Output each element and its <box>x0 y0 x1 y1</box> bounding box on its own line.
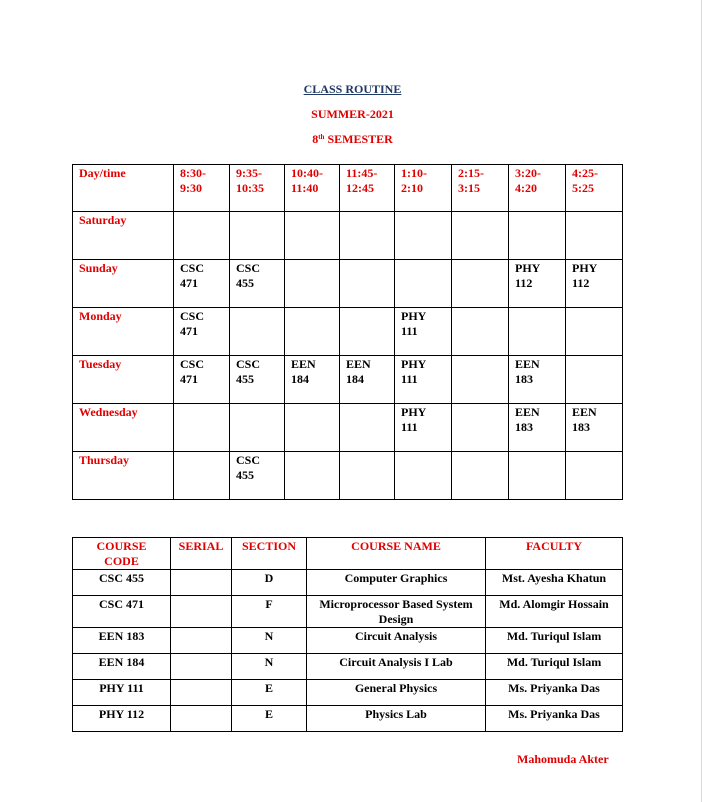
routine-cell <box>566 452 623 500</box>
time-slot-header: 4:25- 5:25 <box>566 165 623 212</box>
course-code: EEN 184 <box>73 654 171 680</box>
routine-cell <box>452 212 509 260</box>
day-label: Thursday <box>73 452 174 500</box>
course-faculty: Md. Alomgir Hossain <box>486 596 623 628</box>
routine-cell <box>340 452 395 500</box>
routine-cell: PHY 111 <box>395 356 452 404</box>
routine-cell <box>566 308 623 356</box>
course-faculty: Mst. Ayesha Khatun <box>486 570 623 596</box>
routine-cell <box>452 308 509 356</box>
routine-cell <box>395 260 452 308</box>
routine-cell: EEN 183 <box>509 356 566 404</box>
course-code: CSC 455 <box>73 570 171 596</box>
routine-cell <box>452 452 509 500</box>
routine-cell <box>340 212 395 260</box>
course-section: F <box>232 596 307 628</box>
routine-cell: EEN 184 <box>285 356 340 404</box>
time-slot-header: 8:30- 9:30 <box>174 165 230 212</box>
routine-cell <box>566 356 623 404</box>
course-serial <box>171 706 232 732</box>
course-faculty: Ms. Priyanka Das <box>486 680 623 706</box>
routine-cell: CSC 455 <box>230 356 285 404</box>
course-faculty: Md. Turiqul Islam <box>486 654 623 680</box>
course-column-header: SERIAL <box>171 538 232 570</box>
semester-number: 8 <box>312 132 319 146</box>
routine-cell <box>566 212 623 260</box>
course-serial <box>171 628 232 654</box>
course-name: Circuit Analysis I Lab <box>307 654 486 680</box>
routine-cell <box>174 452 230 500</box>
routine-cell <box>230 404 285 452</box>
time-slot-header: 1:10- 2:10 <box>395 165 452 212</box>
course-section: D <box>232 570 307 596</box>
routine-cell <box>285 308 340 356</box>
signature: Mahomuda Akter <box>517 752 609 766</box>
routine-table <box>72 164 623 500</box>
course-code: PHY 112 <box>73 706 171 732</box>
page-title: CLASS ROUTINE <box>303 82 402 96</box>
routine-row-saturday <box>73 212 623 260</box>
routine-cell <box>340 260 395 308</box>
time-slot-header: 9:35- 10:35 <box>230 165 285 212</box>
routine-cell <box>340 308 395 356</box>
course-code: CSC 471 <box>73 596 171 628</box>
semester-text: SEMESTER <box>327 132 393 146</box>
routine-cell <box>285 212 340 260</box>
routine-header-row <box>73 165 623 212</box>
day-label: Sunday <box>73 260 174 308</box>
course-code: PHY 111 <box>73 680 171 706</box>
course-code: EEN 183 <box>73 628 171 654</box>
routine-cell: PHY 111 <box>395 308 452 356</box>
course-row <box>73 596 623 628</box>
routine-cell <box>285 404 340 452</box>
day-time-header: Day/time <box>73 165 174 212</box>
course-serial <box>171 596 232 628</box>
routine-cell: PHY 112 <box>566 260 623 308</box>
routine-cell: CSC 455 <box>230 452 285 500</box>
routine-cell <box>509 212 566 260</box>
time-slot-header: 11:45- 12:45 <box>340 165 395 212</box>
course-section: N <box>232 628 307 654</box>
routine-cell: CSC 455 <box>230 260 285 308</box>
time-slot-header: 3:20- 4:20 <box>509 165 566 212</box>
routine-cell: CSC 471 <box>174 356 230 404</box>
routine-cell: EEN 183 <box>566 404 623 452</box>
day-label: Wednesday <box>73 404 174 452</box>
routine-row-wednesday <box>73 404 623 452</box>
course-row <box>73 570 623 596</box>
routine-row-tuesday <box>73 356 623 404</box>
routine-cell <box>230 212 285 260</box>
course-column-header: FACULTY <box>486 538 623 570</box>
course-column-header: COURSE CODE <box>73 538 171 570</box>
routine-cell <box>452 404 509 452</box>
routine-cell <box>174 404 230 452</box>
semester-suffix: th <box>318 133 325 141</box>
course-faculty: Ms. Priyanka Das <box>486 706 623 732</box>
routine-cell <box>395 212 452 260</box>
course-faculty: Md. Turiqul Islam <box>486 628 623 654</box>
course-section: E <box>232 680 307 706</box>
course-name: General Physics <box>307 680 486 706</box>
routine-cell: CSC 471 <box>174 260 230 308</box>
course-row <box>73 628 623 654</box>
routine-cell <box>395 452 452 500</box>
term-label: SUMMER-2021 <box>311 107 394 121</box>
course-row <box>73 706 623 732</box>
course-name: Circuit Analysis <box>307 628 486 654</box>
course-column-header: COURSE NAME <box>307 538 486 570</box>
day-label: Monday <box>73 308 174 356</box>
routine-cell <box>174 212 230 260</box>
routine-cell <box>452 260 509 308</box>
course-row <box>73 654 623 680</box>
routine-cell: EEN 183 <box>509 404 566 452</box>
day-label: Saturday <box>73 212 174 260</box>
course-serial <box>171 680 232 706</box>
routine-row-monday <box>73 308 623 356</box>
semester-label <box>0 132 705 147</box>
routine-cell <box>230 308 285 356</box>
routine-cell: CSC 471 <box>174 308 230 356</box>
course-header-row <box>73 538 623 570</box>
course-section: N <box>232 654 307 680</box>
routine-cell: PHY 112 <box>509 260 566 308</box>
routine-row-thursday <box>73 452 623 500</box>
routine-cell <box>509 308 566 356</box>
course-name: Physics Lab <box>307 706 486 732</box>
routine-cell <box>340 404 395 452</box>
routine-cell <box>452 356 509 404</box>
routine-cell <box>509 452 566 500</box>
routine-cell <box>285 260 340 308</box>
day-label: Tuesday <box>73 356 174 404</box>
course-table <box>72 537 623 732</box>
routine-cell: PHY 111 <box>395 404 452 452</box>
time-slot-header: 2:15- 3:15 <box>452 165 509 212</box>
course-name: Microprocessor Based System Design <box>307 596 486 628</box>
time-slot-header: 10:40- 11:40 <box>285 165 340 212</box>
course-column-header: SECTION <box>232 538 307 570</box>
routine-row-sunday <box>73 260 623 308</box>
routine-cell <box>285 452 340 500</box>
course-serial <box>171 570 232 596</box>
course-row <box>73 680 623 706</box>
course-name: Computer Graphics <box>307 570 486 596</box>
course-serial <box>171 654 232 680</box>
routine-cell: EEN 184 <box>340 356 395 404</box>
course-section: E <box>232 706 307 732</box>
